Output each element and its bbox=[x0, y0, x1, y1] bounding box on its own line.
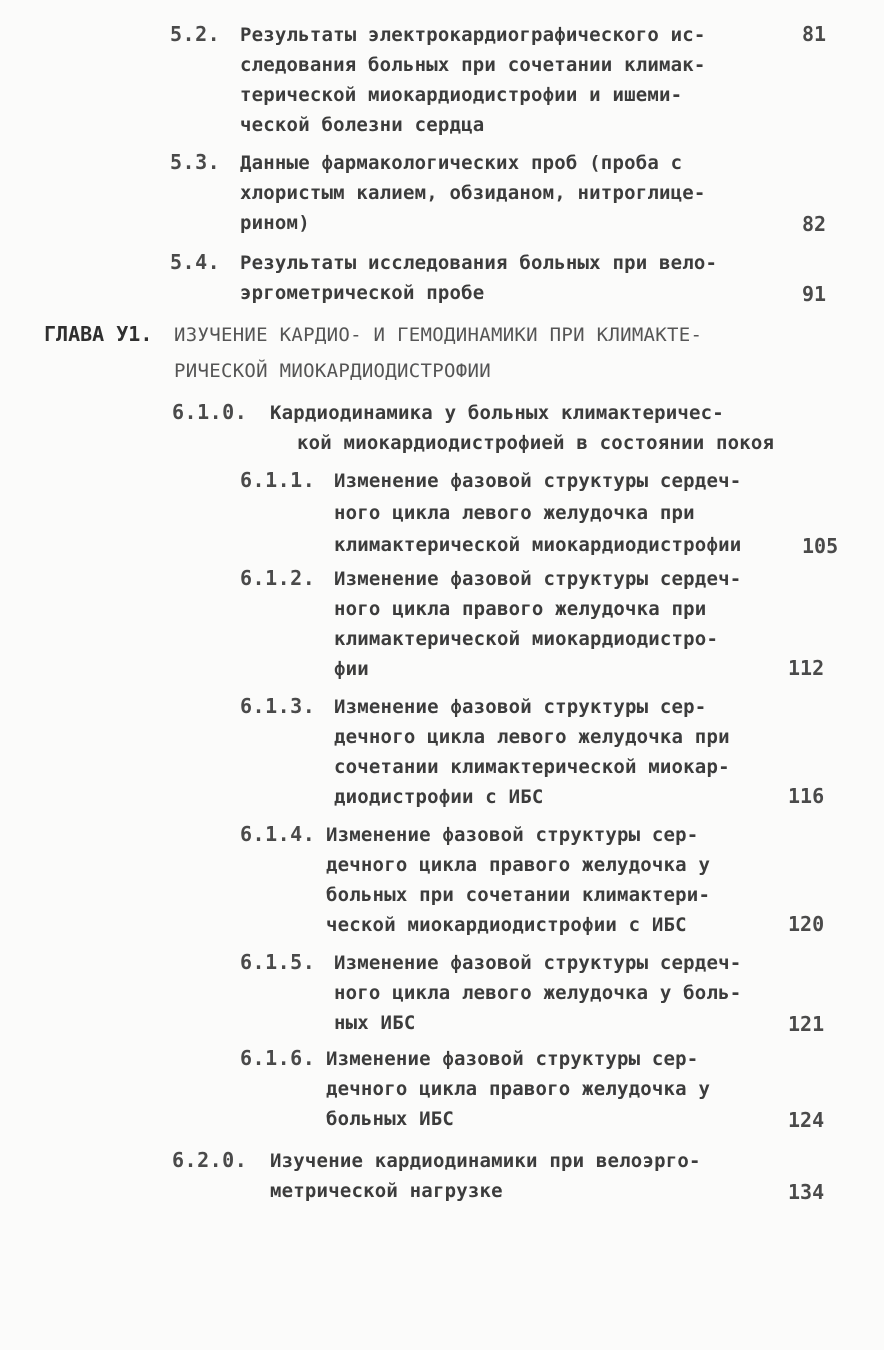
entry-line: климактерической миокардиодистро- bbox=[334, 628, 719, 650]
entry-line: Изменение фазовой структуры сер- bbox=[326, 1048, 699, 1070]
entry-line: ного цикла левого желудочка при bbox=[334, 502, 695, 524]
chapter-label: ГЛАВА У1. bbox=[44, 322, 153, 346]
entry-line: Изменение фазовой структуры сердеч- bbox=[334, 568, 742, 590]
entry-number: 6.1.5. bbox=[240, 950, 316, 974]
entry-line: ческой болезни сердца bbox=[240, 114, 485, 136]
entry-line: ных ИБС bbox=[334, 1012, 416, 1034]
entry-line: дечного цикла правого желудочка у bbox=[326, 1078, 711, 1100]
chapter-title-line: РИЧЕСКОЙ МИОКАРДИОДИСТРОФИИ bbox=[174, 360, 491, 382]
entry-line: ческой миокардиодистрофии с ИБС bbox=[326, 914, 687, 936]
page-number: 121 bbox=[788, 1012, 825, 1036]
entry-line: ного цикла правого желудочка при bbox=[334, 598, 707, 620]
entry-line: рином) bbox=[240, 212, 310, 234]
entry-number: 5.4. bbox=[170, 250, 221, 274]
entry-number: 6.1.6. bbox=[240, 1046, 316, 1070]
entry-line: Изменение фазовой структуры сердеч- bbox=[334, 470, 742, 492]
entry-line: Изменение фазовой структуры сер- bbox=[326, 824, 699, 846]
entry-line: диодистрофии с ИБС bbox=[334, 786, 544, 808]
entry-line: Данные фармакологических проб (проба с bbox=[240, 152, 683, 174]
chapter-title-line: ИЗУЧЕНИЕ КАРДИО- И ГЕМОДИНАМИКИ ПРИ КЛИМАКТЕ- bbox=[174, 324, 703, 346]
entry-line: больных ИБС bbox=[326, 1108, 455, 1130]
page-number: 112 bbox=[788, 656, 825, 680]
page-number: 116 bbox=[788, 784, 825, 808]
entry-line: Результаты электрокардиографического ис- bbox=[240, 24, 706, 46]
page-number: 124 bbox=[788, 1108, 825, 1132]
entry-line: больных при сочетании климактери- bbox=[326, 884, 711, 906]
entry-line: Результаты исследования больных при вело- bbox=[240, 252, 718, 274]
entry-line: климактерической миокардиодистрофии bbox=[334, 534, 742, 556]
entry-number: 6.1.2. bbox=[240, 566, 316, 590]
page-number: 105 bbox=[802, 534, 839, 558]
entry-number: 6.2.0. bbox=[172, 1148, 248, 1172]
entry-line: ного цикла левого желудочка у боль- bbox=[334, 982, 742, 1004]
page-number: 91 bbox=[802, 282, 827, 306]
entry-line: сочетании климактерической миокар- bbox=[334, 756, 730, 778]
entry-line: Изменение фазовой структуры сер- bbox=[334, 696, 707, 718]
page-number: 120 bbox=[788, 912, 825, 936]
entry-number: 6.1.3. bbox=[240, 694, 316, 718]
entry-number: 5.3. bbox=[170, 150, 221, 174]
entry-line: Изучение кардиодинамики при велоэрго- bbox=[270, 1150, 701, 1172]
page-number: 134 bbox=[788, 1180, 825, 1204]
entry-line: терической миокардиодистрофии и ишеми- bbox=[240, 84, 683, 106]
entry-number: 5.2. bbox=[170, 22, 221, 46]
entry-line: следования больных при сочетании климак- bbox=[240, 54, 706, 76]
entry-number: 6.1.0. bbox=[172, 400, 248, 424]
entry-line: Кардиодинамика у больных климактеричес- bbox=[270, 402, 724, 424]
entry-number: 6.1.1. bbox=[240, 468, 316, 492]
page-number: 81 bbox=[802, 22, 827, 46]
entry-line: Изменение фазовой структуры сердеч- bbox=[334, 952, 742, 974]
entry-line: кой миокардиодистрофией в состоянии покоя bbox=[297, 432, 775, 454]
page-number: 82 bbox=[802, 212, 827, 236]
entry-line: фии bbox=[334, 658, 369, 680]
entry-line: дечного цикла правого желудочка у bbox=[326, 854, 711, 876]
entry-number: 6.1.4. bbox=[240, 822, 316, 846]
entry-line: дечного цикла левого желудочка при bbox=[334, 726, 730, 748]
entry-line: хлористым калием, обзиданом, нитроглице- bbox=[240, 182, 706, 204]
entry-line: метрической нагрузке bbox=[270, 1180, 503, 1202]
entry-line: эргометрической пробе bbox=[240, 282, 485, 304]
